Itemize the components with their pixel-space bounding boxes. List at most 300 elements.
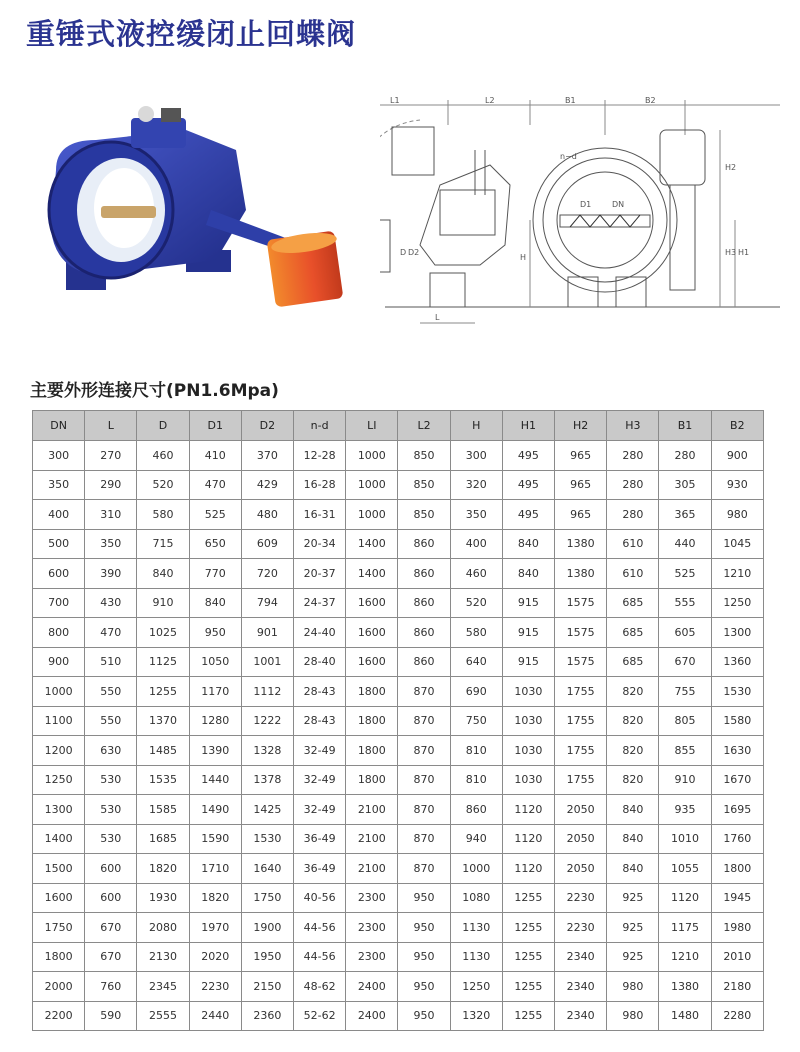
table-cell: 2555 bbox=[137, 1001, 189, 1031]
table-cell: 520 bbox=[450, 588, 502, 618]
table-cell: 850 bbox=[398, 500, 450, 530]
table-cell: 1900 bbox=[241, 913, 293, 943]
weight-upper bbox=[392, 127, 434, 175]
column-header: B2 bbox=[711, 411, 763, 441]
table-cell: 2230 bbox=[555, 913, 607, 943]
table-cell: 870 bbox=[398, 824, 450, 854]
table-cell: 2150 bbox=[241, 972, 293, 1002]
table-cell: 525 bbox=[659, 559, 711, 589]
table-cell: 16-28 bbox=[294, 470, 346, 500]
table-cell: 290 bbox=[85, 470, 137, 500]
table-cell: 980 bbox=[607, 972, 659, 1002]
table-row bbox=[33, 500, 764, 530]
table-cell: 600 bbox=[85, 883, 137, 913]
table-cell: 525 bbox=[189, 500, 241, 530]
table-cell: 320 bbox=[450, 470, 502, 500]
table-cell: 1710 bbox=[189, 854, 241, 884]
label-b1: B1 bbox=[565, 96, 576, 105]
table-cell: 410 bbox=[189, 441, 241, 471]
table-cell: 1800 bbox=[346, 677, 398, 707]
table-cell: 48-62 bbox=[294, 972, 346, 1002]
table-cell: 400 bbox=[33, 500, 85, 530]
table-cell: 300 bbox=[33, 441, 85, 471]
table-cell: 1200 bbox=[33, 736, 85, 766]
table-cell: 1250 bbox=[450, 972, 502, 1002]
table-cell: 1590 bbox=[189, 824, 241, 854]
table-cell: 40-56 bbox=[294, 883, 346, 913]
table-cell: 1222 bbox=[241, 706, 293, 736]
table-cell: 370 bbox=[241, 441, 293, 471]
table-cell: 590 bbox=[85, 1001, 137, 1031]
front-actuator bbox=[660, 130, 705, 185]
column-header: D bbox=[137, 411, 189, 441]
table-cell: 950 bbox=[189, 618, 241, 648]
label-l1: L1 bbox=[390, 96, 400, 105]
table-cell: 280 bbox=[659, 441, 711, 471]
table-row bbox=[33, 736, 764, 766]
front-foot-left bbox=[568, 277, 598, 307]
table-cell: 1255 bbox=[137, 677, 189, 707]
table-cell: 1800 bbox=[346, 706, 398, 736]
dimension-table bbox=[32, 410, 764, 1031]
table-cell: 1100 bbox=[33, 706, 85, 736]
table-cell: 1480 bbox=[659, 1001, 711, 1031]
table-cell: 1025 bbox=[137, 618, 189, 648]
table-cell: 2180 bbox=[711, 972, 763, 1002]
table-cell: 640 bbox=[450, 647, 502, 677]
table-cell: 520 bbox=[137, 470, 189, 500]
table-cell: 980 bbox=[607, 1001, 659, 1031]
table-cell: 2340 bbox=[555, 972, 607, 1002]
table-cell: 1380 bbox=[659, 972, 711, 1002]
table-cell: 24-40 bbox=[294, 618, 346, 648]
label-h: H bbox=[520, 253, 527, 262]
table-cell: 805 bbox=[659, 706, 711, 736]
table-cell: 310 bbox=[85, 500, 137, 530]
table-cell: 980 bbox=[711, 500, 763, 530]
table-cell: 1670 bbox=[711, 765, 763, 795]
column-header: DN bbox=[33, 411, 85, 441]
table-cell: 915 bbox=[502, 647, 554, 677]
table-cell: 1640 bbox=[241, 854, 293, 884]
table-cell: 1970 bbox=[189, 913, 241, 943]
table-row bbox=[33, 854, 764, 884]
table-cell: 350 bbox=[85, 529, 137, 559]
table-cell: 530 bbox=[85, 795, 137, 825]
table-cell: 1380 bbox=[555, 529, 607, 559]
table-row bbox=[33, 824, 764, 854]
table-cell: 1300 bbox=[33, 795, 85, 825]
table-cell: 860 bbox=[398, 588, 450, 618]
page-title: 重锤式液控缓闭止回蝶阀 bbox=[26, 17, 357, 51]
table-cell: 1950 bbox=[241, 942, 293, 972]
table-cell: 2440 bbox=[189, 1001, 241, 1031]
label-h3: H3 bbox=[725, 248, 737, 257]
table-cell: 1980 bbox=[711, 913, 763, 943]
table-cell: 1820 bbox=[137, 854, 189, 884]
table-cell: 495 bbox=[502, 470, 554, 500]
table-cell: 555 bbox=[659, 588, 711, 618]
table-cell: 1112 bbox=[241, 677, 293, 707]
table-cell: 910 bbox=[137, 588, 189, 618]
table-cell: 1600 bbox=[33, 883, 85, 913]
table-cell: 855 bbox=[659, 736, 711, 766]
table-cell: 1580 bbox=[711, 706, 763, 736]
label-h1: H1 bbox=[738, 248, 750, 257]
table-cell: 925 bbox=[607, 942, 659, 972]
table-cell: 925 bbox=[607, 883, 659, 913]
valve-shaft bbox=[101, 206, 156, 218]
table-cell: 1280 bbox=[189, 706, 241, 736]
table-cell: 2050 bbox=[555, 824, 607, 854]
table-cell: 1130 bbox=[450, 942, 502, 972]
table-cell: 1030 bbox=[502, 765, 554, 795]
table-cell: 1378 bbox=[241, 765, 293, 795]
table-cell: 720 bbox=[241, 559, 293, 589]
table-row bbox=[33, 559, 764, 589]
table-cell: 32-49 bbox=[294, 795, 346, 825]
table-cell: 480 bbox=[241, 500, 293, 530]
table-cell: 900 bbox=[33, 647, 85, 677]
table-cell: 440 bbox=[659, 529, 711, 559]
table-cell: 2020 bbox=[189, 942, 241, 972]
table-cell: 1695 bbox=[711, 795, 763, 825]
table-cell: 1030 bbox=[502, 736, 554, 766]
table-cell: 1255 bbox=[502, 913, 554, 943]
table-cell: 1400 bbox=[33, 824, 85, 854]
side-foot bbox=[430, 273, 465, 307]
table-cell: 1800 bbox=[711, 854, 763, 884]
table-cell: 2300 bbox=[346, 883, 398, 913]
table-cell: 1400 bbox=[346, 559, 398, 589]
label-l: L bbox=[435, 313, 440, 322]
table-cell: 1685 bbox=[137, 824, 189, 854]
column-header: D1 bbox=[189, 411, 241, 441]
table-cell: 870 bbox=[398, 854, 450, 884]
table-cell: 1755 bbox=[555, 677, 607, 707]
table-cell: 1750 bbox=[33, 913, 85, 943]
table-cell: 930 bbox=[711, 470, 763, 500]
table-cell: 550 bbox=[85, 677, 137, 707]
side-actuator bbox=[440, 190, 495, 235]
table-cell: 510 bbox=[85, 647, 137, 677]
table-title: 主要外形连接尺寸(PN1.6Mpa) bbox=[30, 381, 279, 401]
table-cell: 429 bbox=[241, 470, 293, 500]
table-cell: 1045 bbox=[711, 529, 763, 559]
table-row bbox=[33, 942, 764, 972]
table-cell: 935 bbox=[659, 795, 711, 825]
table-cell: 1535 bbox=[137, 765, 189, 795]
table-cell: 1000 bbox=[346, 441, 398, 471]
table-cell: 820 bbox=[607, 736, 659, 766]
table-cell: 685 bbox=[607, 647, 659, 677]
table-cell: 1600 bbox=[346, 588, 398, 618]
table-cell: 2345 bbox=[137, 972, 189, 1002]
table-cell: 1485 bbox=[137, 736, 189, 766]
table-cell: 840 bbox=[502, 529, 554, 559]
table-cell: 610 bbox=[607, 529, 659, 559]
table-cell: 1800 bbox=[346, 736, 398, 766]
table-cell: 2100 bbox=[346, 854, 398, 884]
table-cell: 600 bbox=[33, 559, 85, 589]
table-cell: 12-28 bbox=[294, 441, 346, 471]
table-cell: 1760 bbox=[711, 824, 763, 854]
table-cell: 470 bbox=[189, 470, 241, 500]
table-cell: 1250 bbox=[711, 588, 763, 618]
table-cell: 28-43 bbox=[294, 706, 346, 736]
table-cell: 1250 bbox=[33, 765, 85, 795]
table-cell: 2400 bbox=[346, 1001, 398, 1031]
table-cell: 1370 bbox=[137, 706, 189, 736]
table-cell: 950 bbox=[398, 883, 450, 913]
label-d1: D1 bbox=[580, 200, 592, 209]
label-l2: L2 bbox=[485, 96, 495, 105]
table-cell: 2230 bbox=[189, 972, 241, 1002]
table-cell: 2000 bbox=[33, 972, 85, 1002]
table-cell: 1000 bbox=[346, 470, 398, 500]
valve-photo bbox=[36, 100, 356, 340]
weight-lower bbox=[380, 220, 390, 272]
front-bore bbox=[557, 172, 653, 268]
table-cell: 630 bbox=[85, 736, 137, 766]
table-cell: 580 bbox=[450, 618, 502, 648]
table-cell: 685 bbox=[607, 618, 659, 648]
table-cell: 2230 bbox=[555, 883, 607, 913]
table-cell: 2100 bbox=[346, 795, 398, 825]
table-cell: 36-49 bbox=[294, 824, 346, 854]
table-cell: 280 bbox=[607, 470, 659, 500]
table-cell: 1125 bbox=[137, 647, 189, 677]
table-cell: 1120 bbox=[502, 824, 554, 854]
table-cell: 609 bbox=[241, 529, 293, 559]
table-cell: 1600 bbox=[346, 647, 398, 677]
table-cell: 495 bbox=[502, 441, 554, 471]
table-row bbox=[33, 1001, 764, 1031]
column-header: H bbox=[450, 411, 502, 441]
table-cell: 794 bbox=[241, 588, 293, 618]
front-flange-inner bbox=[543, 158, 667, 282]
table-cell: 840 bbox=[189, 588, 241, 618]
table-cell: 860 bbox=[398, 529, 450, 559]
table-cell: 300 bbox=[450, 441, 502, 471]
table-cell: 2200 bbox=[33, 1001, 85, 1031]
label-d2: D2 bbox=[408, 248, 420, 257]
table-cell: 2400 bbox=[346, 972, 398, 1002]
table-cell: 365 bbox=[659, 500, 711, 530]
table-cell: 1030 bbox=[502, 706, 554, 736]
table-cell: 1575 bbox=[555, 647, 607, 677]
table-cell: 840 bbox=[607, 795, 659, 825]
label-h2: H2 bbox=[725, 163, 737, 172]
table-cell: 1255 bbox=[502, 942, 554, 972]
table-cell: 1800 bbox=[33, 942, 85, 972]
table-cell: 1575 bbox=[555, 618, 607, 648]
table-cell: 860 bbox=[398, 647, 450, 677]
table-cell: 940 bbox=[450, 824, 502, 854]
table-cell: 44-56 bbox=[294, 913, 346, 943]
table-cell: 1600 bbox=[346, 618, 398, 648]
side-body bbox=[420, 165, 510, 265]
table-cell: 2360 bbox=[241, 1001, 293, 1031]
table-cell: 965 bbox=[555, 441, 607, 471]
table-cell: 760 bbox=[85, 972, 137, 1002]
table-row bbox=[33, 795, 764, 825]
table-cell: 1255 bbox=[502, 883, 554, 913]
table-cell: 820 bbox=[607, 706, 659, 736]
table-cell: 2050 bbox=[555, 854, 607, 884]
front-column bbox=[670, 185, 695, 290]
table-cell: 925 bbox=[607, 913, 659, 943]
table-cell: 2300 bbox=[346, 942, 398, 972]
table-cell: 1080 bbox=[450, 883, 502, 913]
actuator-box bbox=[131, 118, 186, 148]
table-cell: 670 bbox=[659, 647, 711, 677]
table-cell: 44-56 bbox=[294, 942, 346, 972]
table-row bbox=[33, 529, 764, 559]
table-cell: 2010 bbox=[711, 942, 763, 972]
table-cell: 1930 bbox=[137, 883, 189, 913]
table-cell: 1120 bbox=[502, 854, 554, 884]
table-row bbox=[33, 441, 764, 471]
table-cell: 500 bbox=[33, 529, 85, 559]
table-row bbox=[33, 883, 764, 913]
table-cell: 1820 bbox=[189, 883, 241, 913]
table-cell: 870 bbox=[398, 736, 450, 766]
table-cell: 1755 bbox=[555, 765, 607, 795]
table-cell: 950 bbox=[398, 942, 450, 972]
table-cell: 580 bbox=[137, 500, 189, 530]
table-cell: 530 bbox=[85, 824, 137, 854]
table-cell: 820 bbox=[607, 677, 659, 707]
table-cell: 810 bbox=[450, 765, 502, 795]
table-cell: 400 bbox=[450, 529, 502, 559]
table-cell: 820 bbox=[607, 765, 659, 795]
table-cell: 1001 bbox=[241, 647, 293, 677]
table-cell: 870 bbox=[398, 706, 450, 736]
table-cell: 32-49 bbox=[294, 765, 346, 795]
table-row bbox=[33, 706, 764, 736]
table-cell: 1490 bbox=[189, 795, 241, 825]
table-cell: 901 bbox=[241, 618, 293, 648]
table-cell: 305 bbox=[659, 470, 711, 500]
table-cell: 915 bbox=[502, 618, 554, 648]
table-cell: 770 bbox=[189, 559, 241, 589]
table-cell: 20-37 bbox=[294, 559, 346, 589]
table-cell: 390 bbox=[85, 559, 137, 589]
table-cell: 2300 bbox=[346, 913, 398, 943]
table-cell: 1440 bbox=[189, 765, 241, 795]
table-cell: 1390 bbox=[189, 736, 241, 766]
table-cell: 280 bbox=[607, 441, 659, 471]
table-cell: 1255 bbox=[502, 972, 554, 1002]
table-cell: 900 bbox=[711, 441, 763, 471]
table-row bbox=[33, 618, 764, 648]
table-cell: 1755 bbox=[555, 736, 607, 766]
table-cell: 350 bbox=[450, 500, 502, 530]
table-cell: 860 bbox=[450, 795, 502, 825]
table-cell: 950 bbox=[398, 1001, 450, 1031]
table-cell: 1130 bbox=[450, 913, 502, 943]
table-cell: 840 bbox=[607, 824, 659, 854]
table-cell: 965 bbox=[555, 470, 607, 500]
table-cell: 16-31 bbox=[294, 500, 346, 530]
table-cell: 860 bbox=[398, 559, 450, 589]
table-cell: 28-40 bbox=[294, 647, 346, 677]
table-cell: 1030 bbox=[502, 677, 554, 707]
column-header: H3 bbox=[607, 411, 659, 441]
table-cell: 495 bbox=[502, 500, 554, 530]
table-row bbox=[33, 588, 764, 618]
table-cell: 715 bbox=[137, 529, 189, 559]
table-cell: 2280 bbox=[711, 1001, 763, 1031]
table-cell: 870 bbox=[398, 677, 450, 707]
table-cell: 840 bbox=[502, 559, 554, 589]
table-cell: 20-34 bbox=[294, 529, 346, 559]
table-cell: 1630 bbox=[711, 736, 763, 766]
table-cell: 840 bbox=[607, 854, 659, 884]
table-cell: 1000 bbox=[346, 500, 398, 530]
table-cell: 52-62 bbox=[294, 1001, 346, 1031]
table-cell: 755 bbox=[659, 677, 711, 707]
table-cell: 2050 bbox=[555, 795, 607, 825]
table-cell: 870 bbox=[398, 795, 450, 825]
table-cell: 460 bbox=[137, 441, 189, 471]
table-cell: 32-49 bbox=[294, 736, 346, 766]
table-cell: 460 bbox=[450, 559, 502, 589]
table-cell: 2100 bbox=[346, 824, 398, 854]
label-dn: DN bbox=[612, 200, 625, 209]
table-row bbox=[33, 647, 764, 677]
label-d: D bbox=[400, 248, 407, 257]
table-cell: 1360 bbox=[711, 647, 763, 677]
table-cell: 1255 bbox=[502, 1001, 554, 1031]
table-cell: 1010 bbox=[659, 824, 711, 854]
table-cell: 1945 bbox=[711, 883, 763, 913]
table-cell: 850 bbox=[398, 441, 450, 471]
table-cell: 1120 bbox=[659, 883, 711, 913]
table-cell: 670 bbox=[85, 942, 137, 972]
table-cell: 1800 bbox=[346, 765, 398, 795]
table-cell: 1050 bbox=[189, 647, 241, 677]
table-cell: 2340 bbox=[555, 1001, 607, 1031]
table-cell: 1300 bbox=[711, 618, 763, 648]
table-cell: 1210 bbox=[711, 559, 763, 589]
table-cell: 1120 bbox=[502, 795, 554, 825]
label-b2: B2 bbox=[645, 96, 656, 105]
table-cell: 1170 bbox=[189, 677, 241, 707]
table-cell: 1750 bbox=[241, 883, 293, 913]
table-cell: 1755 bbox=[555, 706, 607, 736]
table-row bbox=[33, 677, 764, 707]
table-cell: 2340 bbox=[555, 942, 607, 972]
column-header: L2 bbox=[398, 411, 450, 441]
table-cell: 605 bbox=[659, 618, 711, 648]
table-cell: 1320 bbox=[450, 1001, 502, 1031]
table-cell: 950 bbox=[398, 972, 450, 1002]
table-cell: 750 bbox=[450, 706, 502, 736]
column-header: L bbox=[85, 411, 137, 441]
table-cell: 915 bbox=[502, 588, 554, 618]
table-cell: 850 bbox=[398, 470, 450, 500]
table-cell: 690 bbox=[450, 677, 502, 707]
table-cell: 650 bbox=[189, 529, 241, 559]
table-cell: 1585 bbox=[137, 795, 189, 825]
table-cell: 800 bbox=[33, 618, 85, 648]
table-cell: 965 bbox=[555, 500, 607, 530]
table-cell: 700 bbox=[33, 588, 85, 618]
table-cell: 1000 bbox=[33, 677, 85, 707]
column-header: LI bbox=[346, 411, 398, 441]
